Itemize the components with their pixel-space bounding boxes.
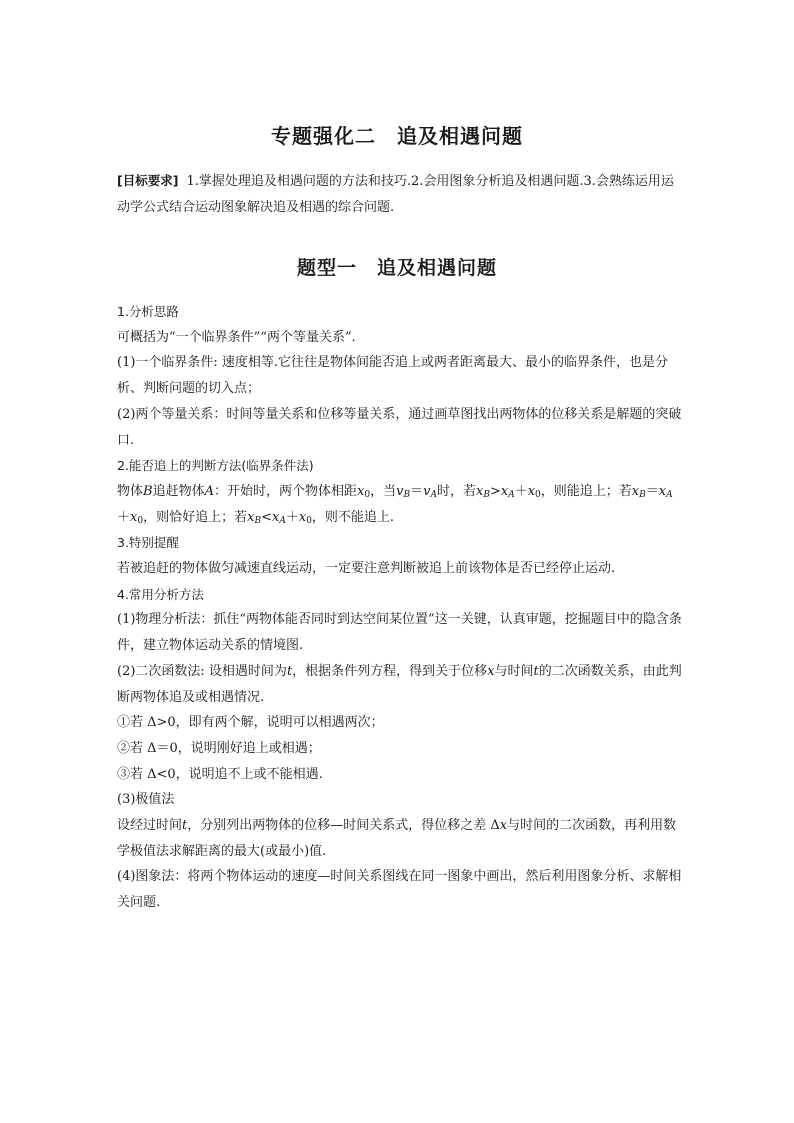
text-span: 与时间 [494,663,534,679]
text-span: 时，若 [436,483,476,499]
symbol-x: x [357,483,365,499]
text-span: ，则恰好追上；若 [143,509,248,525]
subscript-0: 0 [535,489,541,500]
text-span: 追赶物体 [152,483,205,499]
case-two-solutions: ①若 Δ>0，即有两个解，说明可以相遇两次； [117,715,384,731]
document-body [117,299,682,916]
case-one-solution: ②若 Δ＝0，说明刚好追上或相遇； [117,740,321,756]
heading-analysis-approach: 1.分析思路 [117,304,179,319]
subscript-B: B [639,489,646,500]
symbol-x: x [271,509,280,525]
symbol-v: v [423,483,431,499]
symbol-t: t [533,663,539,679]
symbol-B: B [143,483,153,499]
symbol-greater: > [489,483,501,499]
text-span: ，分别列出两物体的位移—时间关系式，得位移之差 Δ [187,818,500,834]
paragraph-extremum-method [117,813,682,864]
symbol-x: x [499,818,508,834]
symbol-plus: ＋ [117,509,131,525]
symbol-x: x [527,483,536,499]
goal-requirements [117,168,682,221]
symbol-v: v [396,483,404,499]
symbol-less: < [261,509,272,525]
symbol-t: t [286,663,293,679]
paragraph-reminder: 若被追赶的物体做匀减速直线运动，一定要注意判断被追上前该物体是否已经停止运动. [117,561,616,577]
text-span: 的二次函数关系，由此判断两物体追及或相遇情况. [117,663,682,705]
symbol-x: x [487,663,495,679]
subscript-A: A [430,489,437,500]
heading-special-reminder: 3.特别提醒 [117,535,179,551]
section-title: 题型一 追及相遇问题 [296,257,497,279]
goal-tag: [目标要求] [117,173,179,188]
subscript-A: A [508,489,515,500]
symbol-x: x [130,509,138,525]
text-span: ，根据条件列方程，得到关于位移 [292,663,488,679]
subscript-0: 0 [364,489,371,500]
symbol-x: x [500,483,509,499]
paragraph-critical-condition: (1)一个临界条件: 速度相等.它往往是物体间能否追上或两者距离最大、最小的临界条件，也是分析、判断问题的切入点； [117,355,669,397]
text-span: (2)二次函数法: 设相遇时间为 [117,663,287,679]
heading-catch-up-judgment: 2.能否追上的判断方法(临界条件法) [117,458,314,474]
goal-text: 1.掌握处理追及相遇问题的方法和技巧.2.会用图象分析追及相遇问题.3.会熟练运用运动学公式结合运动图象解决追及相遇的综合问题. [117,174,674,215]
symbol-x: x [631,483,640,499]
text-span: 设经过时间 [117,818,183,834]
text-span: 与时间的二次函数，再利用数学极值法求解距离的最大(或最小)值. [117,818,677,859]
symbol-equals: ＝ [645,483,659,499]
subscript-B: B [254,515,262,526]
symbol-plus: ＋ [514,483,528,499]
paragraph-quadratic-method [117,659,682,710]
paragraph-intro: 可概括为“一个临界条件”“两个等量关系”． [117,329,365,345]
paragraph-physical-method: (1)物理分析法：抓住“两物体能否同时到达空间某位置”这一关键，认真审题，挖掘题目中的隐含条件，建立物体运动关系的情境图. [117,612,682,654]
heading-common-methods: 4.常用分析方法 [117,586,204,602]
subscript-A: A [279,515,286,526]
text-span: 物体 [117,483,144,499]
symbol-x: x [247,509,255,525]
subscript-B: B [403,489,411,500]
subscript-A: A [666,489,673,500]
symbol-A: A [204,483,214,499]
symbol-x: x [475,483,484,499]
heading-extremum-method: (3)极值法 [117,792,175,808]
text-span: ，则能追上；若 [540,483,632,499]
text-span: ，当 [370,483,397,499]
paragraph-equal-relations: (2)两个等量关系：时间等量关系和位移等量关系，通过画草图找出两物体的位移关系是解题的突破口. [117,406,682,448]
symbol-x: x [298,509,307,525]
case-no-solution: ③若 Δ<0，说明追不上或不能相遇. [117,766,323,782]
subscript-B: B [483,489,490,500]
text-span: ，则不能追上. [311,509,395,525]
page-title: 专题强化二 追及相遇问题 [271,124,523,148]
paragraph-catch-up-conditions [117,479,682,530]
symbol-plus: ＋ [285,509,299,525]
subscript-0: 0 [137,515,144,526]
symbol-t: t [182,818,188,834]
paragraph-graph-method: (4)图象法：将两个物体运动的速度—时间关系图线在同一图象中画出，然后利用图象分析、求解相关问题. [117,869,682,911]
symbol-x: x [658,483,667,499]
subscript-0: 0 [306,515,312,526]
symbol-equals: ＝ [410,483,424,499]
text-span: ：开始时，两个物体相距 [213,483,357,499]
